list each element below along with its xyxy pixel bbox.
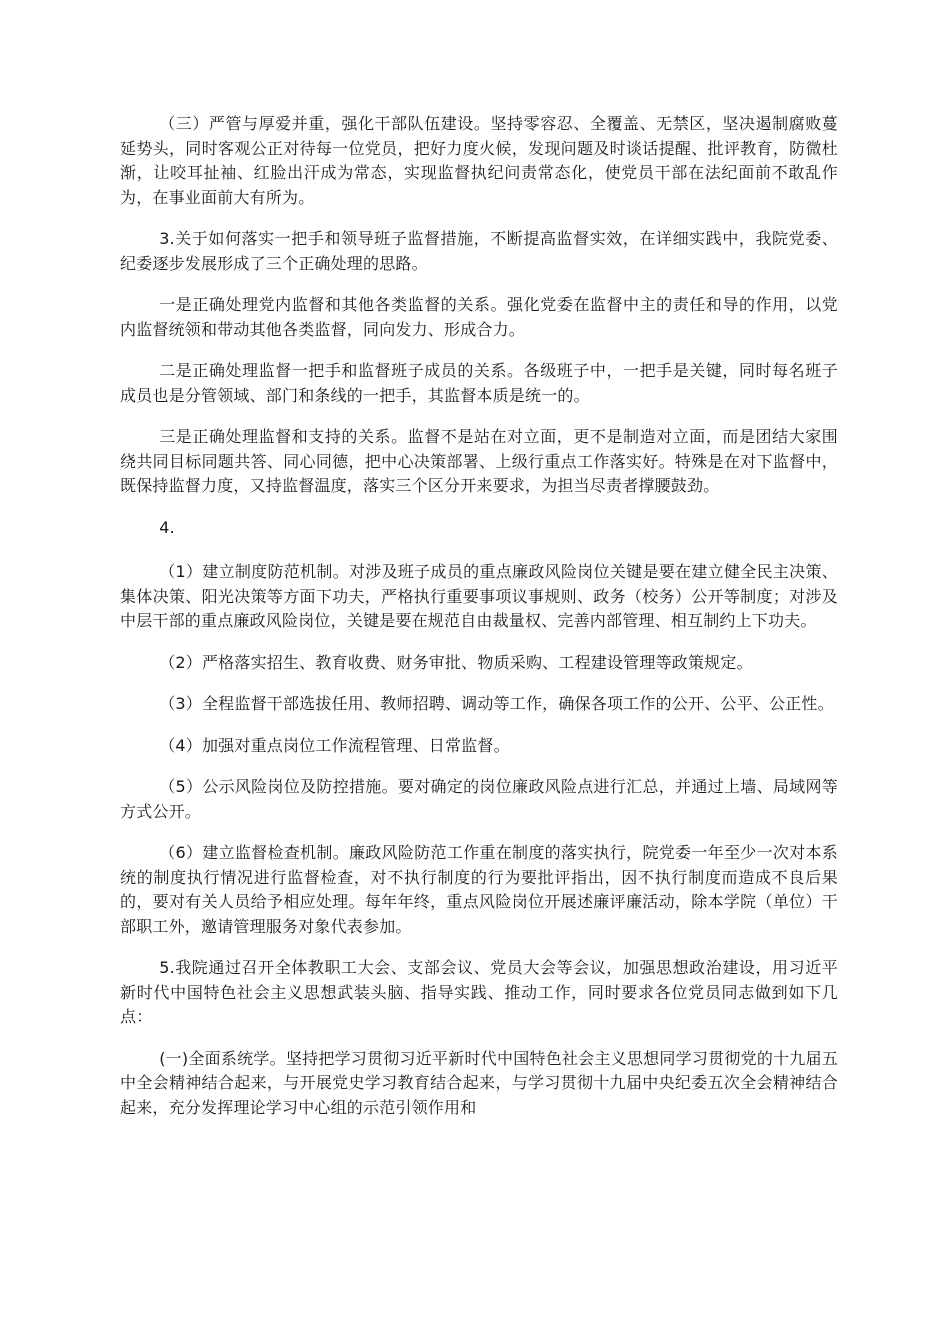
paragraph-measure-1: （1）建立制度防范机制。对涉及班子成员的重点廉政风险岗位关键是要在建立健全民主决策、集体决策、阳光决策等方面下功夫，严格执行重要事项议事规则、政务（校务）公开等制度；对涉及中层干部的重点廉政风险岗位，关键是要在规范自由裁量权、完善内部管理、相互制约上下功夫。 [120,562,838,630]
paragraph-study-comprehensive: (一)全面系统学。坚持把学习贯彻习近平新时代中国特色社会主义思想同学习贯彻党的十九届五中全会精神结合起来，与开展党史学习教育结合起来，与学习贯彻十九届中央纪委五次全会精神结合起来，充分发挥理论学习中心组的示范引领作用和 [120,1048,838,1117]
paragraph-item-3: 3.关于如何落实一把手和领导班子监督措施，不断提高监督实效，在详细实践中，我院党委、纪委逐步发展形成了三个正确处理的思路。 [120,229,838,273]
paragraph-measure-2: （2）严格落实招生、教育收费、财务审批、物质采购、工程建设管理等政策规定。 [159,652,753,672]
paragraph-relation-three: 三是正确处理监督和支持的关系。监督不是站在对立面，更不是制造对立面，而是团结大家围绕共同目标同题共答、同心同德，把中心决策部署、上级行重点工作落实好。特殊是在对下监督中，既保持监督力度，又持监督温度，落实三个区分开来要求，为担当尽责者撑腰鼓劲。 [120,427,838,495]
paragraph-item-5: 5.我院通过召开全体教职工大会、支部会议、党员大会等会议，加强思想政治建设，用习近平新时代中国特色社会主义思想武装头脑、指导实践、推动工作，同时要求各位党员同志做到如下几点： [120,958,838,1026]
paragraph-measure-5: （5）公示风险岗位及防控措施。要对确定的岗位廉政风险点进行汇总，并通过上墙、局域网等方式公开。 [120,777,838,821]
paragraph-measure-4: （4）加强对重点岗位工作流程管理、日常监督。 [159,735,510,755]
document-body [120,112,838,1137]
paragraph-relation-one: 一是正确处理党内监督和其他各类监督的关系。强化党委在监督中主的责任和导的作用，以党内监督统领和带动其他各类监督，同向发力、形成合力。 [120,295,838,339]
paragraph-measure-6: （6）建立监督检查机制。廉政风险防范工作重在制度的落实执行，院党委一年至少一次对本系统的制度执行情况进行监督检查，对不执行制度的行为要批评指出，因不执行制度而造成不良后果的，要对有关人员给予相应处理。每年年终，重点风险岗位开展述廉评廉活动，除本学院（单位）干部职工外，邀请管理服务对象代表参加。 [120,843,838,936]
paragraph-measure-3: （3）全程监督干部选拔任用、教师招聘、调动等工作，确保各项工作的公开、公平、公正性。 [159,694,834,713]
paragraph-relation-two: 二是正确处理监督一把手和监督班子成员的关系。各级班子中，一把手是关键，同时每名班子成员也是分管领域、部门和条线的一把手，其监督本质是统一的。 [120,361,838,405]
paragraph-item-4: 4. [159,517,175,537]
paragraph-strict-management: （三）严管与厚爱并重，强化干部队伍建设。坚持零容忍、全覆盖、无禁区，坚决遏制腐败蔓延势头，同时客观公正对待每一位党员，把好力度火候，发现问题及时谈话提醒、批评教育，防微杜渐，让咬耳扯袖、红脸出汗成为常态，实现监督执纪问责常态化，使党员干部在法纪面前不敢乱作为，在事业面前大有所为。 [120,114,838,207]
